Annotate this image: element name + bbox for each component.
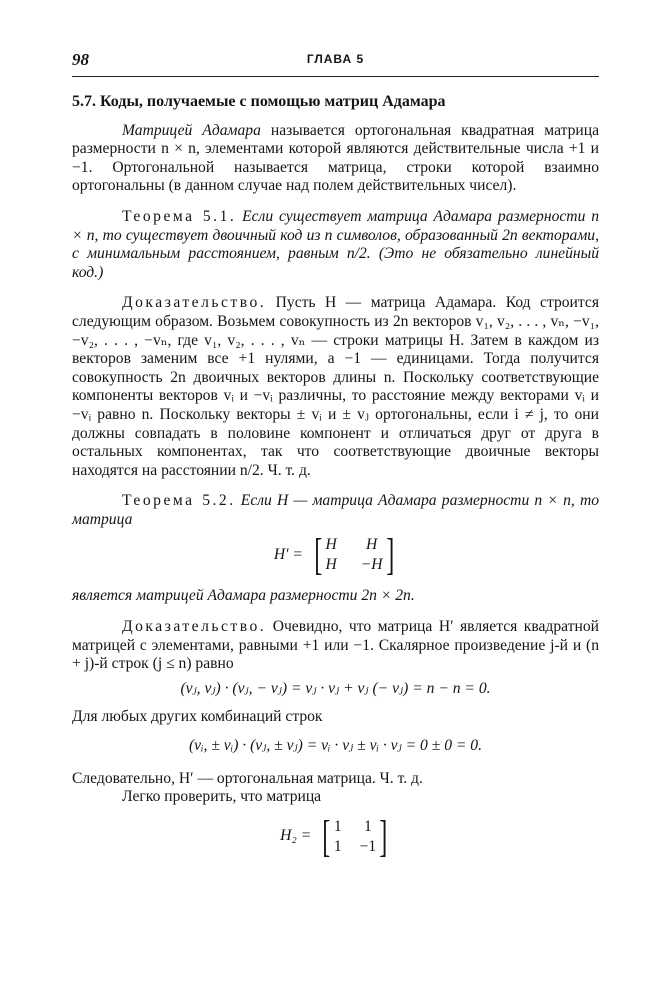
proof-5-2-label: Доказательство. [122,618,267,636]
proof-5-2-text: Очевидно, что матрица H′ является квадратной матрицей с элементами, равными +1 или −1. Скалярное произведение j-й и (n + j)-й строк (j ≤ n) равно [72,618,599,673]
page-body [72,93,599,863]
definition-term: Матрицей Адамара [122,121,261,139]
matrix-cell: 1 [333,817,342,835]
matrix-cell: H [325,556,337,574]
definition-text: называется ортогональная квадратная матрица размерности n × n, элементами которой являются действительные числа +1 и −1. Ортогональной называется матрица, строки которой взаимно ортогональны (в данном случае над полем действительных чисел). [72,121,600,195]
block-matrix-h-prime: H′ = [ H H H −H ] [273,530,394,580]
matrix-cell: −H [360,556,383,574]
matrix-grid [325,535,382,575]
proof-5-1-label: Доказательство. [122,294,267,312]
page-number: 98 [72,50,89,69]
matrix-cell: H [366,536,378,554]
header-rule [72,76,599,77]
proof-5-2-line4: Легко проверить, что матрица [122,788,322,806]
equation-2: (vᵢ, ± vᵢ) · (vⱼ, ± vⱼ) = vᵢ · vⱼ ± vᵢ · vⱼ = 0 ± 0 = 0. [188,737,483,755]
matrix-cell: 1 [364,817,372,835]
theorem-5-2 [72,492,599,529]
proof-5-2-line2: Для любых других комбинаций строк [72,708,323,726]
theorem-5-1 [72,208,599,282]
running-title: ГЛАВА 5 [306,52,365,66]
matrix-cell: −1 [359,837,377,855]
h2-grid [334,817,376,857]
proof-5-2-line3: Следовательно, H′ — ортогональная матрица. Ч. т. д. [72,769,423,787]
definition-paragraph [72,122,599,196]
proof-5-1 [72,294,599,480]
matrix-cell: H [325,536,337,554]
theorem-5-2-label: Теорема 5.2. [122,492,236,510]
page-header [72,50,599,74]
section-title: 5.7. Коды, получаемые с помощью матриц Адамара [72,93,446,110]
matrix-h2: H₂ = [ 1 1 1 −1 ] [280,811,388,861]
matrix-lhs: H′ = [273,546,303,564]
theorem-5-1-text: Если существует матрица Адамара размерности n × n, то существует двоичный код из n символов, образованный 2n векторами, с минимальным расстоянием, равным n/2. (Это не обязательно линейный код.) [72,207,599,281]
h2-lhs: H₂ = [280,827,312,845]
theorem-5-2-conclusion: является матрицей Адамара размерности 2n × 2n. [72,587,415,605]
theorem-5-1-label: Теорема 5.1. [122,207,237,225]
proof-5-2 [72,618,599,674]
equation-1: (vⱼ, vⱼ) · (vⱼ, − vⱼ) = vⱼ · vⱼ + vⱼ (− vⱼ) = n − n = 0. [180,679,491,697]
proof-5-1-text: Пусть H — матрица Адамара. Код строится следующим образом. Возьмем совокупность из 2n векторов v₁, v₂, . . . , vₙ, −v₁, −v₂, . . . , −vₙ, где v₁, v₂, . . . , vₙ — строки матрицы H. Затем в каждом из векторов заменим все +1 нулями, а −1 — единицами. Тогда получится совокупность 2n двоичных векторов длины n. Поскольку соответствующие компоненты векторов vᵢ и −vᵢ различны, то расстояние между векторами vᵢ и −vᵢ равно n. Поскольку векторы ± vᵢ и ± vⱼ ортогональны, если i ≠ j, то они должны совпадать в половине компонент и отличаться друг от друга в остальных компонентах, так что соответствующие двоичные векторы находятся на расстоянии n/2. Ч. т. д. [72,294,599,479]
theorem-5-2-text: Если H — матрица Адамара размерности n × n, то матрица [72,492,600,528]
matrix-cell: 1 [333,837,342,855]
